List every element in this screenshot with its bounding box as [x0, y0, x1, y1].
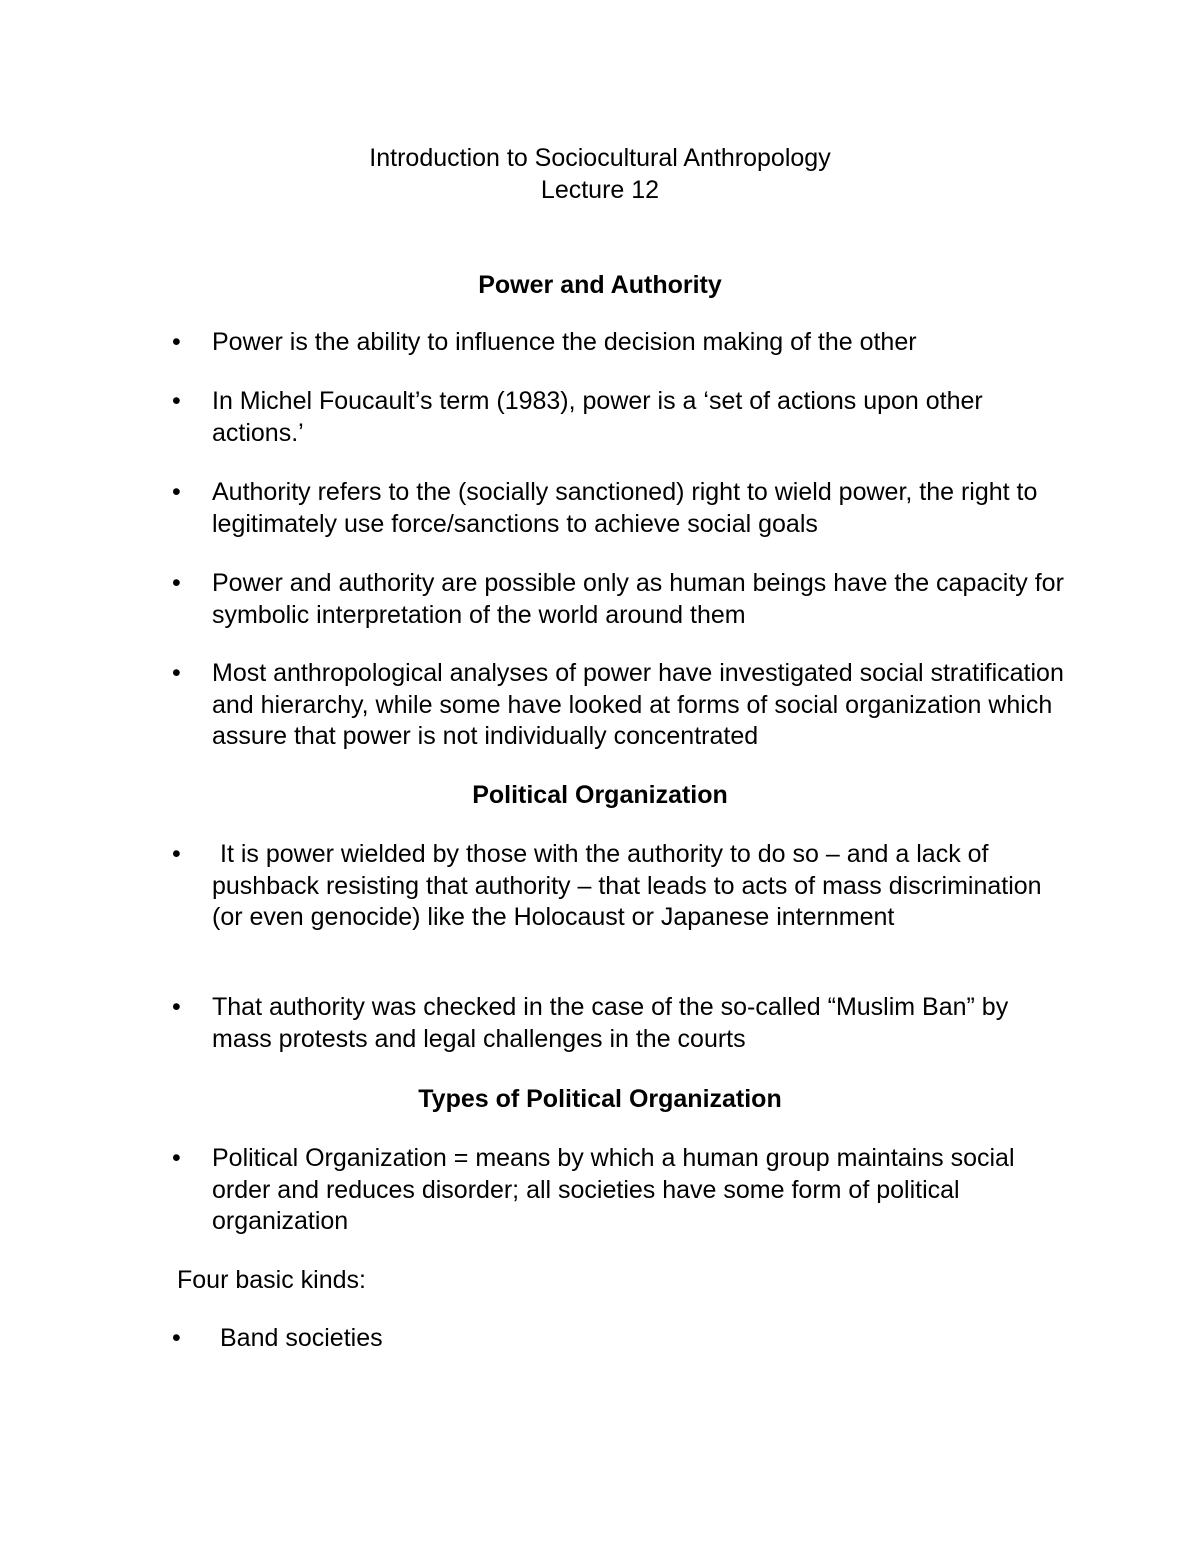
bullet-icon: • [172, 840, 181, 868]
bullet-icon: • [172, 1324, 181, 1352]
list-item-text: In Michel Foucault’s term (1983), power is a ‘set of actions upon other actions.’ [212, 387, 983, 447]
list-item-text: Power is the ability to influence the decision making of the other [212, 328, 917, 356]
bullet-icon: • [172, 659, 181, 687]
bullet-icon: • [172, 478, 181, 506]
course-title: Introduction to Sociocultural Anthropology [369, 144, 831, 172]
list-item-text: Power and authority are possible only as human beings have the capacity for symbolic interpretation of the world around them [212, 569, 1064, 629]
kinds-intro: Four basic kinds: [177, 1266, 366, 1294]
bullet-icon: • [172, 387, 181, 415]
list-item-text: It is power wielded by those with the authority to do so – and a lack of pushback resisting that authority – that leads to acts of mass discrimination (or even genocide) like the Holocaust or Japanese internment [212, 840, 1042, 931]
list-item-text: Authority refers to the (socially sanctioned) right to wield power, the right to legitimately use force/sanctions to achieve social goals [212, 478, 1038, 538]
list-item-text: Political Organization = means by which a human group maintains social order and reduces disorder; all societies have some form of political organization [212, 1144, 1015, 1235]
list-item-text: Band societies [220, 1324, 383, 1352]
section-heading-power-authority: Power and Authority [478, 271, 722, 299]
bullet-icon: • [172, 993, 181, 1021]
section-heading-political-organization: Political Organization [472, 781, 728, 809]
bullet-icon: • [172, 328, 181, 356]
list-item-text: Most anthropological analyses of power have investigated social stratification and hierarchy, while some have looked at forms of social organization which assure that power is not individually concentrated [212, 659, 1064, 750]
bullet-icon: • [172, 1144, 181, 1172]
section-heading-types-political-organization: Types of Political Organization [418, 1085, 782, 1113]
lecture-number: Lecture 12 [540, 176, 660, 204]
bullet-icon: • [172, 569, 181, 597]
list-item-text: That authority was checked in the case of the so-called “Muslim Ban” by mass protests and legal challenges in the courts [212, 993, 1009, 1053]
